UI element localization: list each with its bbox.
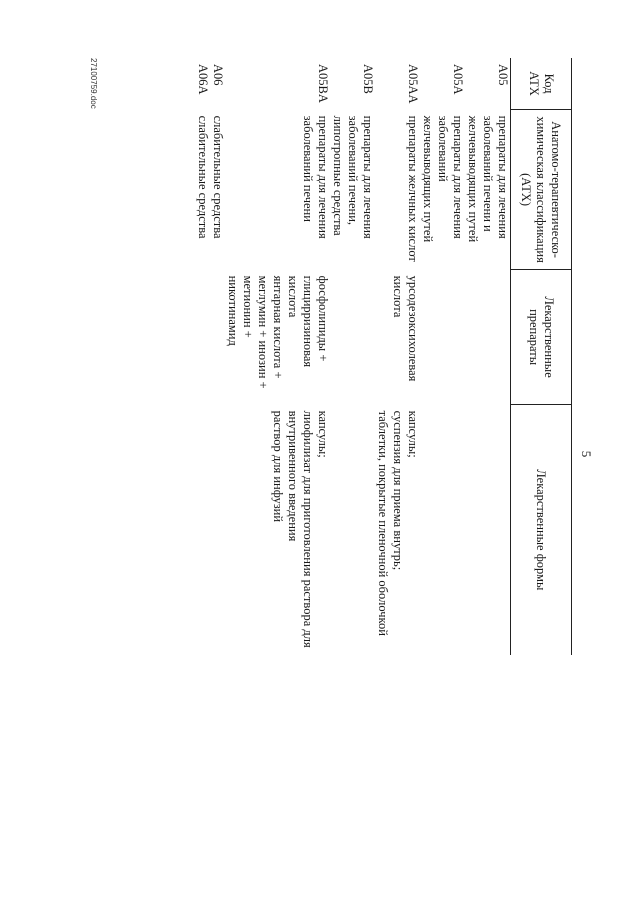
cell-form [195, 405, 210, 655]
cell-form [330, 405, 375, 655]
cell-drug: фосфолипиды + глицирризиновая кислота [286, 275, 330, 368]
cell-form [465, 405, 511, 655]
cell-classification: препараты для лечения заболеваний желчевыводящих путей [421, 115, 465, 243]
table-row [210, 58, 225, 655]
cell-classification: слабительные средства [196, 115, 210, 239]
cell-drug [420, 270, 465, 405]
cell-drug: урсодезоксихолевая кислота [391, 275, 420, 382]
cell-code: A05A [451, 64, 465, 95]
cell-code: A05B [361, 64, 375, 94]
table-body [195, 58, 511, 655]
cell-classification: препараты для лечения заболеваний печени [301, 115, 330, 239]
table-header-row [511, 58, 572, 655]
document-footer: 27100759.doc [89, 58, 98, 109]
header-code: Код АТХ [511, 58, 572, 110]
cell-form [420, 405, 465, 655]
cell-form [210, 405, 225, 655]
cell-drug: янтарная кислота + меглумин + инозин + метионин + никотинамид [226, 275, 285, 389]
cell-code: A06A [196, 64, 210, 95]
atx-table [195, 58, 572, 655]
header-classification: Анатомо-терапевтическо-химическая классификация (АТХ) [511, 110, 572, 270]
table-row [465, 58, 511, 655]
cell-code: A06 [211, 64, 225, 86]
cell-form: капсулы; суспензия для приема внутрь; таблетки, покрытые пленочной оболочкой [376, 410, 420, 636]
cell-classification [225, 110, 285, 270]
cell-code: A05AA [406, 64, 420, 104]
cell-classification: препараты для лечения заболеваний печени, липотропные средства [331, 115, 375, 239]
cell-classification: препараты желчных кислот [406, 115, 420, 262]
cell-classification: слабительные средства [211, 115, 225, 239]
table-row [285, 58, 330, 655]
table-row [375, 58, 420, 655]
cell-form: раствор для инфузий [271, 410, 285, 523]
cell-drug [195, 270, 210, 405]
table-row [195, 58, 210, 655]
cell-drug [465, 270, 511, 405]
cell-drug [210, 270, 225, 405]
cell-code: A05BA [316, 64, 330, 103]
cell-drug [330, 270, 375, 405]
table-row [420, 58, 465, 655]
header-drugs: Лекарственные препараты [511, 270, 572, 405]
table-row [225, 58, 285, 655]
rotated-sheet [60, 42, 600, 862]
cell-classification: препараты для лечения заболеваний печени и желчевыводящих путей [466, 115, 510, 243]
table-row [330, 58, 375, 655]
cell-form: капсулы; лиофилизат для приготовления раствора для внутривенного введения [286, 410, 330, 648]
header-forms: Лекарственные формы [511, 405, 572, 655]
page-number: 5 [579, 450, 594, 458]
cell-code [225, 58, 285, 110]
cell-code: A05 [496, 64, 510, 86]
